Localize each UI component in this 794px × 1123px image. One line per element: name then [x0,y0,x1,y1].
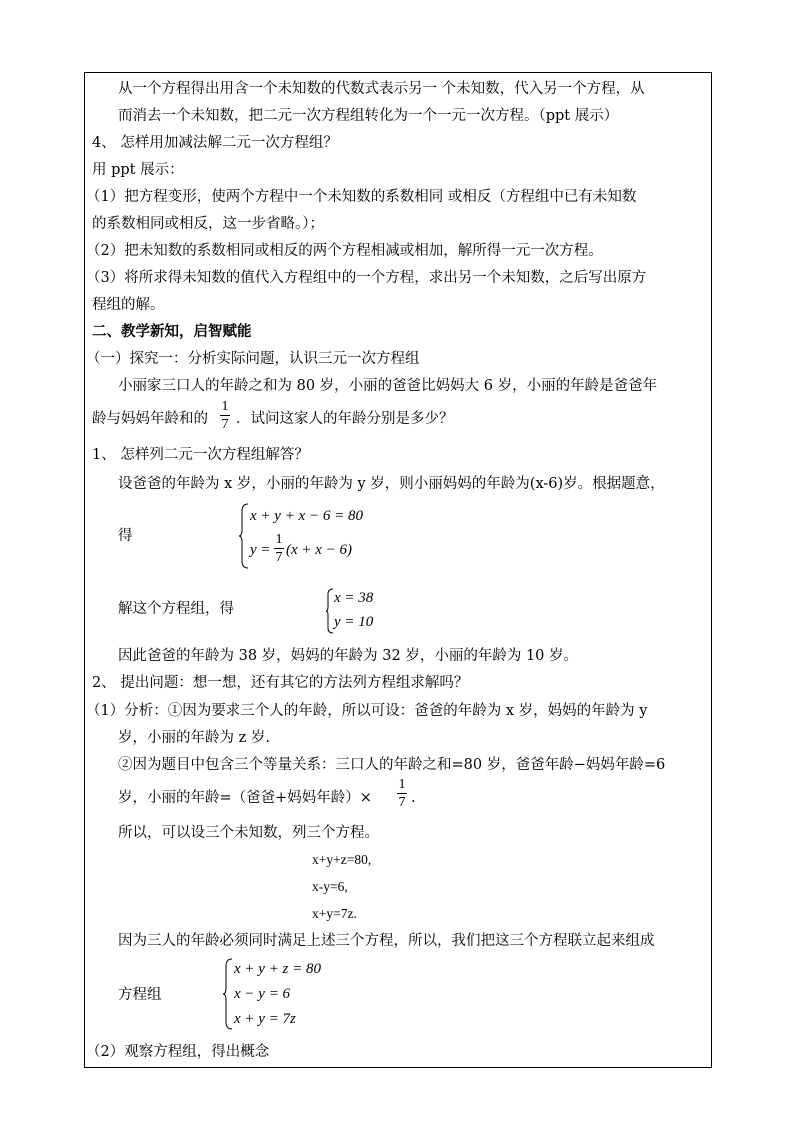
left-brace-icon [238,503,250,569]
text-line: （3）将所求得未知数的值代入方程组中的一个方程，求出另一个未知数，之后写出原方 [86,270,647,286]
fraction-one-seventh: 1 7 [275,532,283,565]
fraction-one-seventh: 1 7 [398,777,406,810]
text-line: （1）把方程变形，使两个方程中一个未知数的系数相同 或相反（方程组中已有未知数 [86,189,637,205]
text-line: （1）分析：①因为要求三个人的年龄，所以可设：爸爸的年龄为 x 岁，妈妈的年龄为 y [86,703,648,719]
text-line: 因为三人的年龄必须同时满足上述三个方程，所以，我们把这三个方程联立起来组成 [118,933,655,949]
equation-2-lhs: y = [250,542,271,558]
text-line: （一）探究一：分析实际问题，认识三元一次方程组 [86,351,420,367]
text-line: 2、 提出问题：想一想，还有其它的方法列方程组求解吗？ [92,675,469,691]
equation-1: x + y + x − 6 = 80 [250,508,363,524]
text-line: 小丽家三口人的年龄之和为 80 岁，小丽的爸爸比妈妈大 6 岁，小丽的年龄是爸爸年 [118,378,658,394]
system-equation-2: x − y = 6 [234,986,291,1002]
system-equation-3: x + y = 7z [234,1011,296,1027]
text-line: 程组的解。 [92,297,165,313]
text-line: ②因为题目中包含三个等量关系：三口人的年龄之和=80 岁，爸爸年龄−妈妈年龄=6 [118,757,666,773]
solution-y: y = 10 [334,614,374,630]
equation-line: x+y+z=80, [312,852,372,867]
left-brace-icon [222,958,234,1030]
solution-x: x = 38 [334,590,374,606]
text-line: 而消去一个未知数，把二元一次方程组转化为一个一元一次方程。（ppt 展示） [118,108,619,124]
fraction-one-seventh: 1 7 [221,399,229,432]
text-line: ．试问这家人的年龄分别是多少？ [236,411,454,427]
text-line: 岁，小丽的年龄=（爸爸+妈妈年龄）× [118,790,372,806]
system-equation-1: x + y + z = 80 [234,961,322,977]
text-line: 方程组 [118,987,162,1003]
text-line: 的系数相同或相反，这一步省略。）； [92,216,324,232]
text-line: 设爸爸的年龄为 x 岁，小丽的年龄为 y 岁，则小丽妈妈的年龄为(x-6)岁。根据题意， [118,476,665,492]
equation-2-rhs: (x + x − 6) [286,542,353,558]
text-line: 4、 怎样用加减法解二元一次方程组？ [92,135,338,151]
text-line: （2）观察方程组，得出概念 [86,1044,270,1060]
section-heading: 二、教学新知，启智赋能 [92,323,252,340]
text-line: 因此爸爸的年龄为 38 岁，妈妈的年龄为 32 岁，小丽的年龄为 10 岁。 [118,648,579,664]
text-line: . [411,790,416,806]
text-line: 得 [118,528,133,544]
text-line: 1、 怎样列二元一次方程组解答？ [92,447,309,463]
text-line: 所以，可以设三个未知数，列三个方程。 [118,825,379,841]
text-line: 岁，小丽的年龄为 z 岁. [118,730,270,746]
text-line: 龄与妈妈年龄和的 [92,411,208,427]
text-line: 从一个方程得出用含一个未知数的代数式表示另一 个未知数，代入另一个方程，从 [118,81,645,97]
text-line: 用 ppt 展示： [92,162,184,178]
equation-line: x-y=6, [312,879,348,894]
text-line: （2）把未知数的系数相同或相反的两个方程相减或相加，解所得一元一次方程。 [86,243,603,259]
text-line: 解这个方程组，得 [118,601,234,617]
equation-line: x+y=7z. [312,906,357,921]
